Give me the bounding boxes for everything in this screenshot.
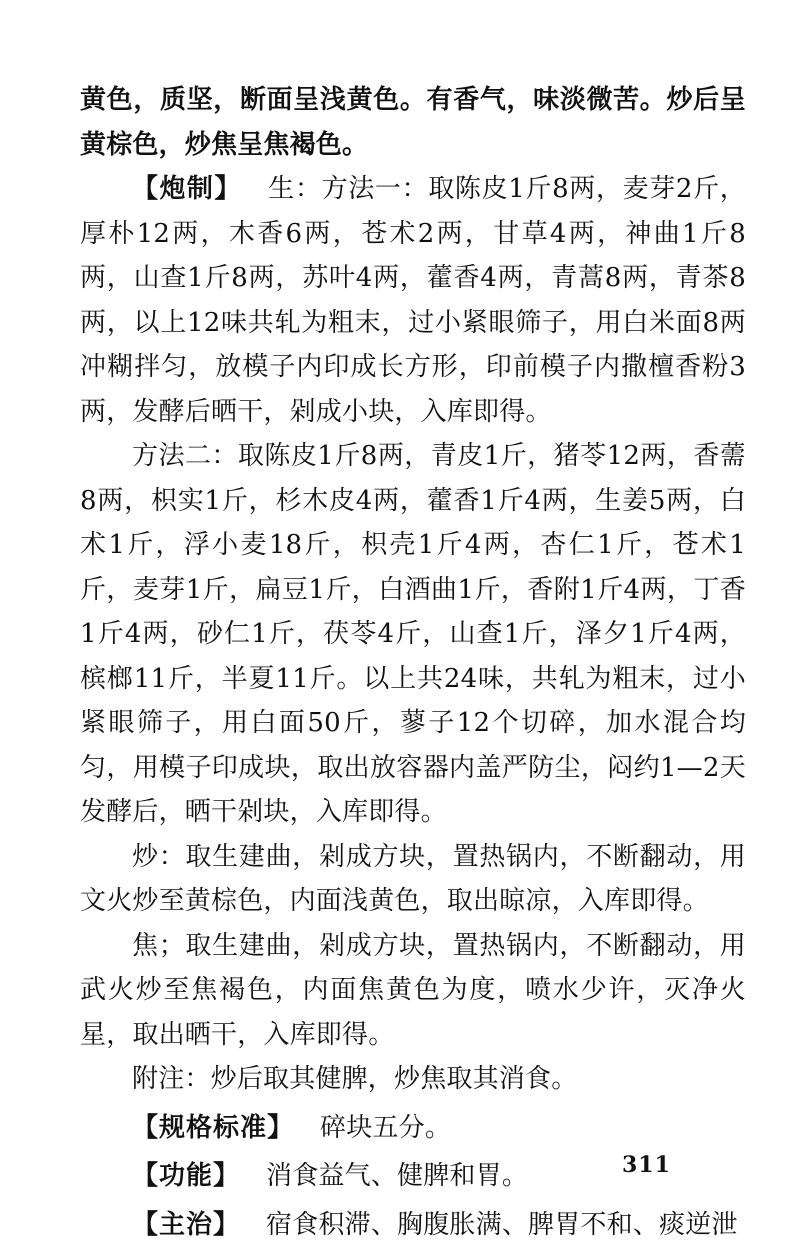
processing-method-1-text: 生：方法一：取陈皮1斤8两，麦芽2斤，厚朴12两，木香6两，苍术2两，甘草4两，神曲1斤8两，山查1斤8两，苏叶4两，藿香4两，青蒿8两，青茶8两，以上12味共轧为粗末，过小紧眼筛子，用白米面8两冲糊拌匀，放模子内印成长方形，印前模子内撒檀香粉3两，发酵后晒干，剁成小块，入库即得。 [80, 174, 746, 427]
paragraph-scorch [80, 924, 746, 1058]
page-body [80, 78, 746, 1247]
paragraph-note [80, 1057, 746, 1102]
function-heading: 【功能】 [132, 1161, 240, 1191]
function-text: 消食益气、健脾和胃。 [266, 1161, 528, 1191]
processing-heading: 【炮制】 [132, 174, 242, 204]
paragraph-stir-fry [80, 835, 746, 924]
indications-text: 宿食积滞、胸腹胀满、脾胃不和、痰逆泄 [266, 1210, 738, 1240]
paragraph-specification [80, 1106, 746, 1151]
paragraph-indications [80, 1203, 746, 1247]
indications-heading: 【主治】 [132, 1210, 240, 1240]
paragraph-processing-method-2 [80, 434, 746, 835]
paragraph-processing-method-1 [80, 167, 746, 434]
processing-method-2-text: 方法二：取陈皮1斤8两，青皮1斤，猪苓12两，香薷8两，枳实1斤，杉木皮4两，藿香1斤4两，生姜5两，白术1斤，浮小麦18斤，枳壳1斤4两，杏仁1斤，苍术1斤，麦芽1斤，扁豆1斤，白酒曲1斤，香附1斤4两，丁香1斤4两，砂仁1斤，茯苓4斤，山查1斤，泽夕1斤4两，槟榔11斤，半夏11斤。以上共24味，共轧为粗末，过小紧眼筛子，用白面50斤，蓼子12个切碎，加水混合均匀，用模子印成块，取出放容器内盖严防尘，闷约1—2天发酵后，晒干剁块，入库即得。 [80, 441, 746, 827]
specification-heading: 【规格标准】 [132, 1113, 294, 1143]
note-text: 附注：炒后取其健脾，炒焦取其消食。 [132, 1064, 577, 1094]
scorch-text: 焦；取生建曲，剁成方块，置热锅内，不断翻动，用武火炒至焦褐色，内面焦黄色为度，喷水少许，灭净火星，取出晒干，入库即得。 [80, 931, 746, 1050]
specification-text: 碎块五分。 [320, 1113, 451, 1143]
stir-fry-text: 炒：取生建曲，剁成方块，置热锅内，不断翻动，用文火炒至黄棕色，内面浅黄色，取出晾凉，入库即得。 [80, 842, 746, 917]
paragraph-description [80, 78, 746, 167]
description-text: 黄色，质坚，断面呈浅黄色。有香气，味淡微苦。炒后呈黄棕色，炒焦呈焦褐色。 [80, 85, 746, 160]
page-number: 311 [622, 1152, 671, 1178]
